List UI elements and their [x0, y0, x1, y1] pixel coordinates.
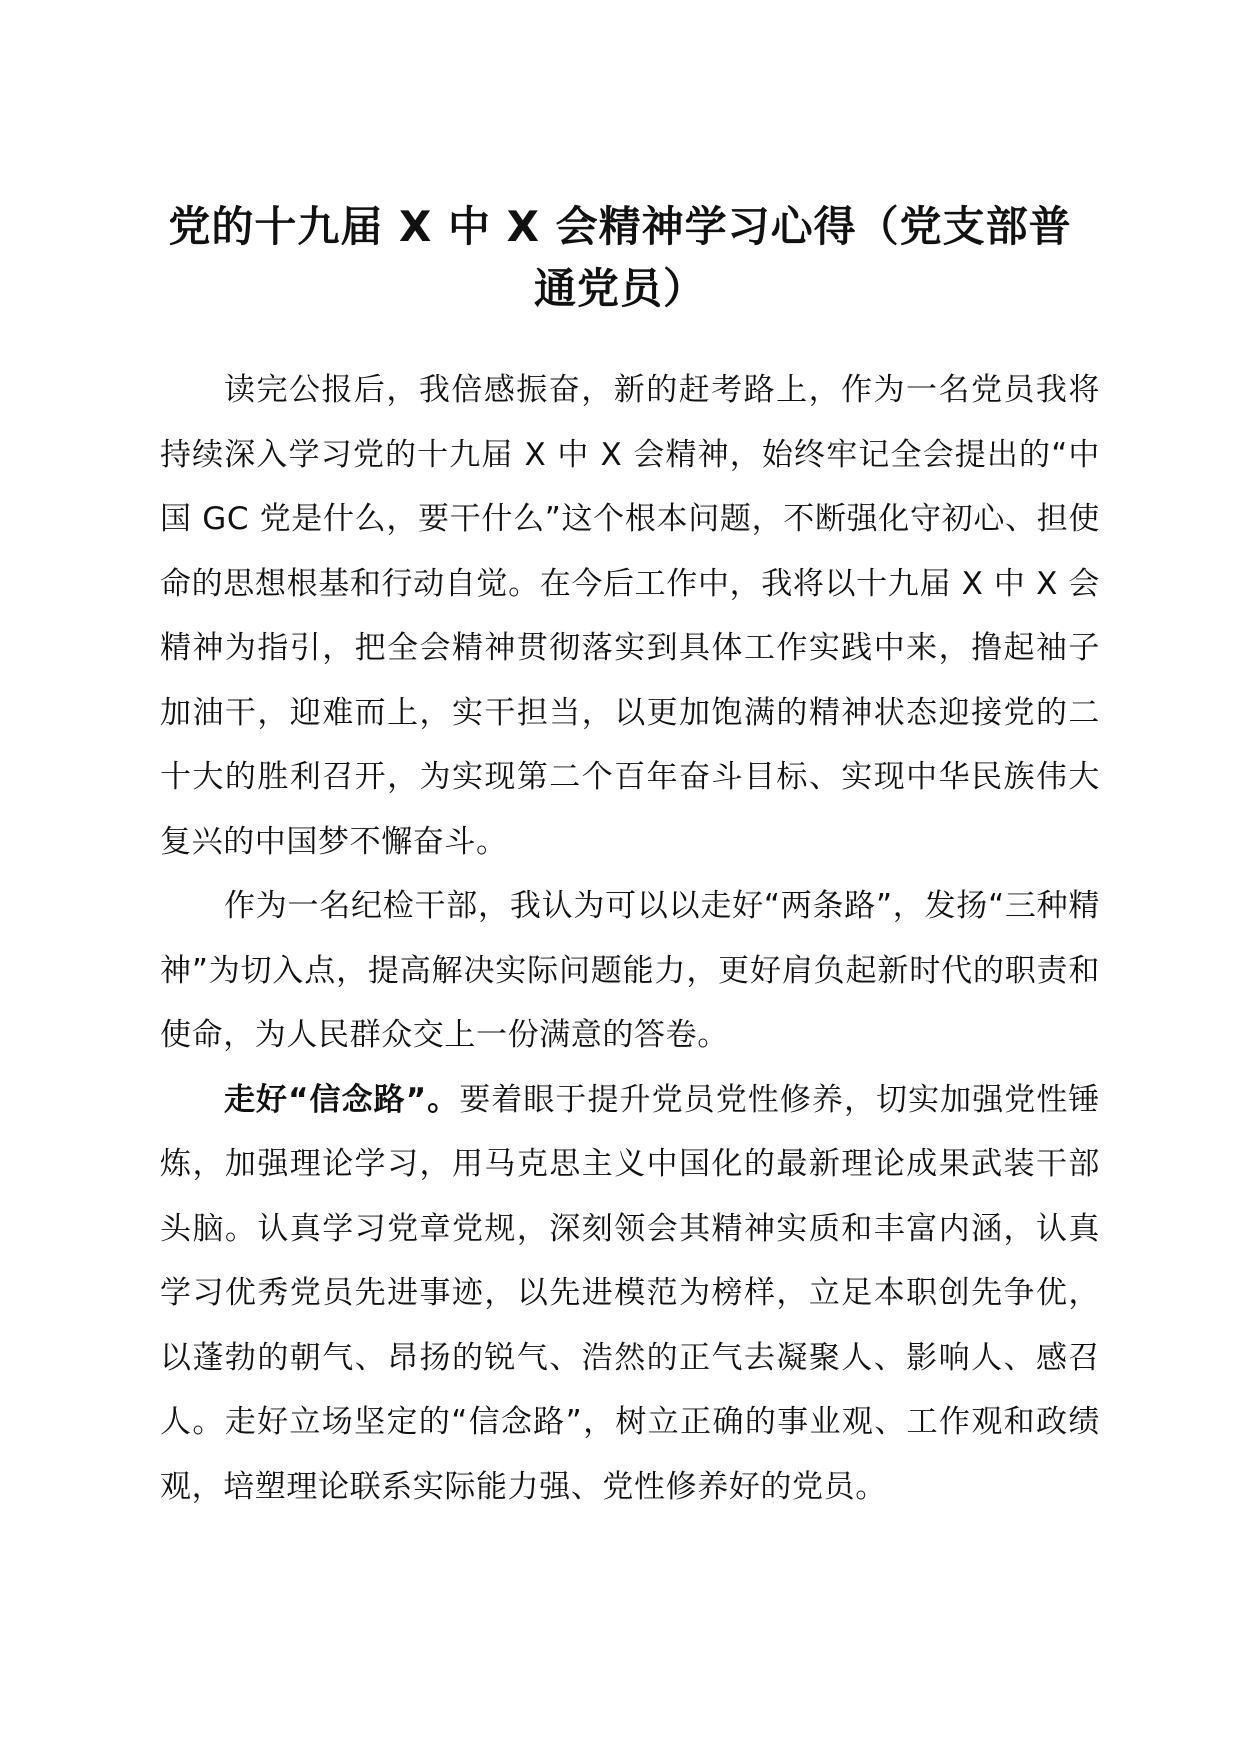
- document-title-line-2: 通党员）: [533, 264, 706, 313]
- paragraph-3: [160, 1068, 1100, 1520]
- document-body: [160, 358, 1100, 1519]
- paragraph-3-text: 要着眼于提升党员党性修养，切实加强党性锤炼，加强理论学习，用马克思主义中国化的最新理论成果武装干部头脑。认真学习党章党规，深刻领会其精神实质和丰富内涵，认真学习优秀党员先进事迹，以先进模范为榜样，立足本职创先争优，以蓬勃的朝气、昂扬的锐气、浩然的正气去凝聚人、影响人、感召人。走好立场坚定的“信念路”，树立正确的事业观、工作观和政绩观，培塑理论联系实际能力强、党性修养好的党员。: [160, 1081, 1100, 1505]
- paragraph-1-text: 读完公报后，我倍感振奋，新的赶考路上，作为一名党员我将持续深入学习党的十九届 X 中 X 会精神，始终牢记全会提出的“中国 GC 党是什么，要干什么”这个根本问题，不断强化守初心、担使命的思想根基和行动自觉。在今后工作中，我将以十九届 X 中 X 会精神为指引，把全会精神贯彻落实到具体工作实践中来，撸起袖子加油干，迎难而上，实干担当，以更加饱满的精神状态迎接党的二十大的胜利召开，为实现第二个百年奋斗目标、实现中华民族伟大复兴的中国梦不懈奋斗。: [160, 372, 1100, 860]
- document-title-line-1: 党的十九届 X 中 X 会精神学习心得（党支部普: [168, 202, 1072, 251]
- paragraph-2: [160, 874, 1100, 1068]
- paragraph-1: [160, 358, 1100, 874]
- paragraph-3-lead: 走好“信念路”。: [224, 1081, 460, 1118]
- paragraph-2-text: 作为一名纪检干部，我认为可以以走好“两条路”，发扬“三种精神”为切入点，提高解决实际问题能力，更好肩负起新时代的职责和使命，为人民群众交上一份满意的答卷。: [160, 888, 1100, 1053]
- document-title: [150, 196, 1090, 320]
